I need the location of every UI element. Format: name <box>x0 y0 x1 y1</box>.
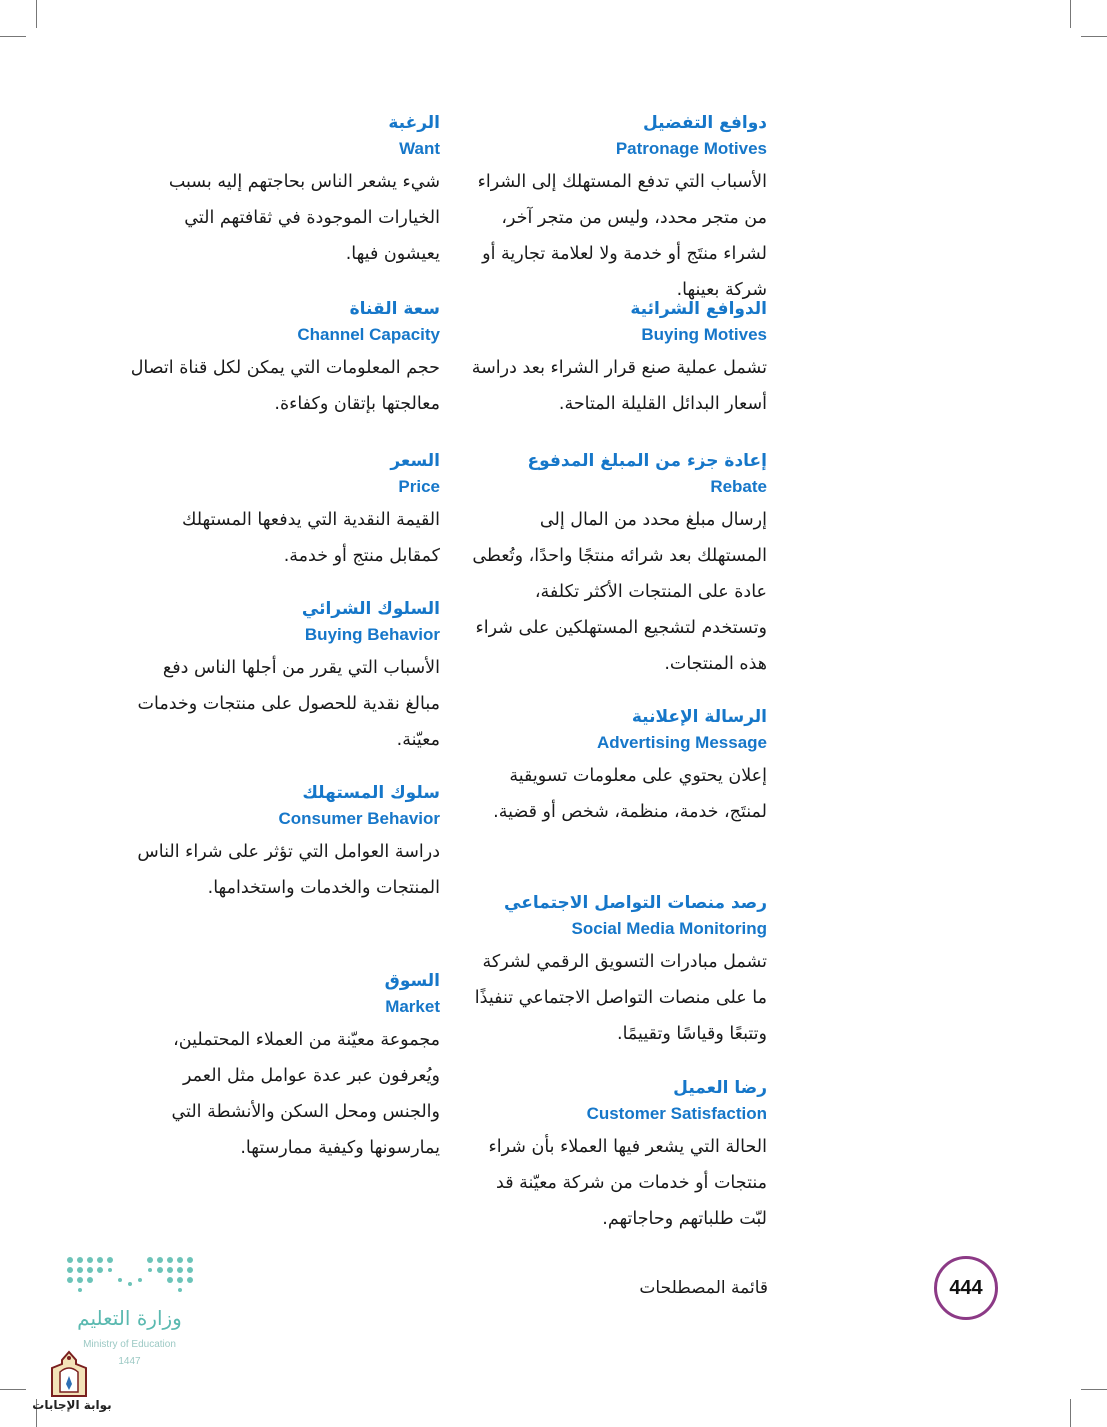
term-definition: الحالة التي يشعر فيها العملاء بأن شراء منتجات أو خدمات من شركة معيّنة قد لبّت طلباتهم وحاجاتهم. <box>488 1137 767 1229</box>
term-english: Customer Satisfaction <box>586 1104 767 1123</box>
term-definition: الأسباب التي تدفع المستهلك إلى الشراء من متجر محدد، وليس من متجر آخر، لشراء منتَج أو خدمة ولا لعلامة تجارية أو شركة بعينها. <box>477 172 767 300</box>
crop-mark <box>0 1389 26 1390</box>
portal-lantern-icon <box>46 1350 92 1398</box>
term-english: Price <box>398 477 440 496</box>
glossary-entry <box>130 596 440 758</box>
term-definition: شيء يشعر الناس بحاجتهم إليه بسبب الخيارات الموجودة في ثقافتهم التي يعيشون فيها. <box>168 172 440 264</box>
term-definition: الأسباب التي يقرر من أجلها الناس دفع مبالغ نقدية للحصول على منتجات وخدمات معيّنة. <box>137 658 440 750</box>
crop-mark <box>0 36 26 37</box>
crop-mark <box>1070 0 1071 28</box>
term-arabic: الرغبة <box>388 113 440 133</box>
term-arabic: رضا العميل <box>673 1078 767 1098</box>
term-english: Market <box>385 997 440 1016</box>
term-definition: إرسال مبلغ محدد من المال إلى المستهلك بعد شرائه منتجًا واحدًا، وتُعطى عادة على المنتجات الأكثر تكلفة، وتستخدم لتشجيع المستهلكين على شراء هذه المنتجات. <box>472 510 767 674</box>
glossary-entry <box>470 110 767 308</box>
term-english: Consumer Behavior <box>278 809 440 828</box>
edition-year: 1447 <box>118 1356 141 1367</box>
glossary-entry <box>130 780 440 906</box>
term-definition: دراسة العوامل التي تؤثر على شراء الناس المنتجات والخدمات واستخدامها. <box>137 842 440 898</box>
term-arabic: رصد منصات التواصل الاجتماعي <box>504 893 767 913</box>
glossary-entry <box>130 968 440 1166</box>
term-english: Buying Motives <box>641 325 767 344</box>
term-definition: تشمل مبادرات التسويق الرقمي لشركة ما على منصات التواصل الاجتماعي تنفيذًا وتتبعًا وقياسًا وتقييمًا. <box>474 952 767 1044</box>
term-definition: القيمة النقدية التي يدفعها المستهلك كمقابل منتج أو خدمة. <box>182 510 440 566</box>
glossary-entry <box>470 890 767 1052</box>
term-english: Buying Behavior <box>304 625 440 644</box>
term-english: Channel Capacity <box>297 325 440 344</box>
term-english: Social Media Monitoring <box>571 919 767 938</box>
term-arabic: الرسالة الإعلانية <box>631 707 767 727</box>
crop-mark <box>1081 36 1107 37</box>
term-english: Rebate <box>710 477 767 496</box>
term-english: Patronage Motives <box>615 139 767 158</box>
glossary-entry <box>130 448 440 574</box>
portal-label: بوابة الإجابات <box>32 1398 112 1412</box>
term-arabic: السعر <box>390 451 440 471</box>
term-arabic: إعادة جزء من المبلغ المدفوع <box>527 451 767 471</box>
glossary-entry <box>470 296 767 422</box>
glossary-entry <box>130 296 440 422</box>
term-arabic: دوافع التفضيل <box>642 113 767 133</box>
glossary-entry <box>470 1075 767 1237</box>
term-arabic: الدوافع الشرائية <box>630 299 767 319</box>
crop-mark <box>1070 1399 1071 1427</box>
term-definition: مجموعة معيّنة من العملاء المحتملين، ويُعرفون عبر عدة عوامل مثل العمر والجنس ومحل السكن والأنشطة التي يمارسونها وكيفية ممارستها. <box>171 1030 440 1158</box>
term-definition: حجم المعلومات التي يمكن لكل قناة اتصال معالجتها بإتقان وكفاءة. <box>130 358 440 414</box>
term-arabic: سلوك المستهلك <box>302 783 440 803</box>
term-english: Want <box>399 139 440 158</box>
page-number: 444 <box>934 1256 998 1320</box>
ministry-logo-icon <box>62 1254 197 1304</box>
footer-title: قائمة المصطلحات <box>639 1278 768 1298</box>
glossary-entry <box>470 704 767 830</box>
glossary-entry <box>470 448 767 682</box>
term-definition: تشمل عملية صنع قرار الشراء بعد دراسة أسعار البدائل القليلة المتاحة. <box>471 358 767 414</box>
term-arabic: سعة القناة <box>349 299 440 319</box>
term-arabic: السوق <box>384 971 440 991</box>
ministry-name-english: Ministry of Education <box>83 1339 176 1350</box>
crop-mark <box>1081 1389 1107 1390</box>
ministry-name-arabic: وزارة التعليم <box>77 1306 182 1330</box>
term-arabic: السلوك الشرائي <box>301 599 440 619</box>
glossary-entry <box>130 110 440 272</box>
term-english: Advertising Message <box>596 733 767 752</box>
crop-mark <box>36 0 37 28</box>
term-definition: إعلان يحتوي على معلومات تسويقية لمنتَج، خدمة، منظمة، شخص أو قضية. <box>493 766 767 822</box>
